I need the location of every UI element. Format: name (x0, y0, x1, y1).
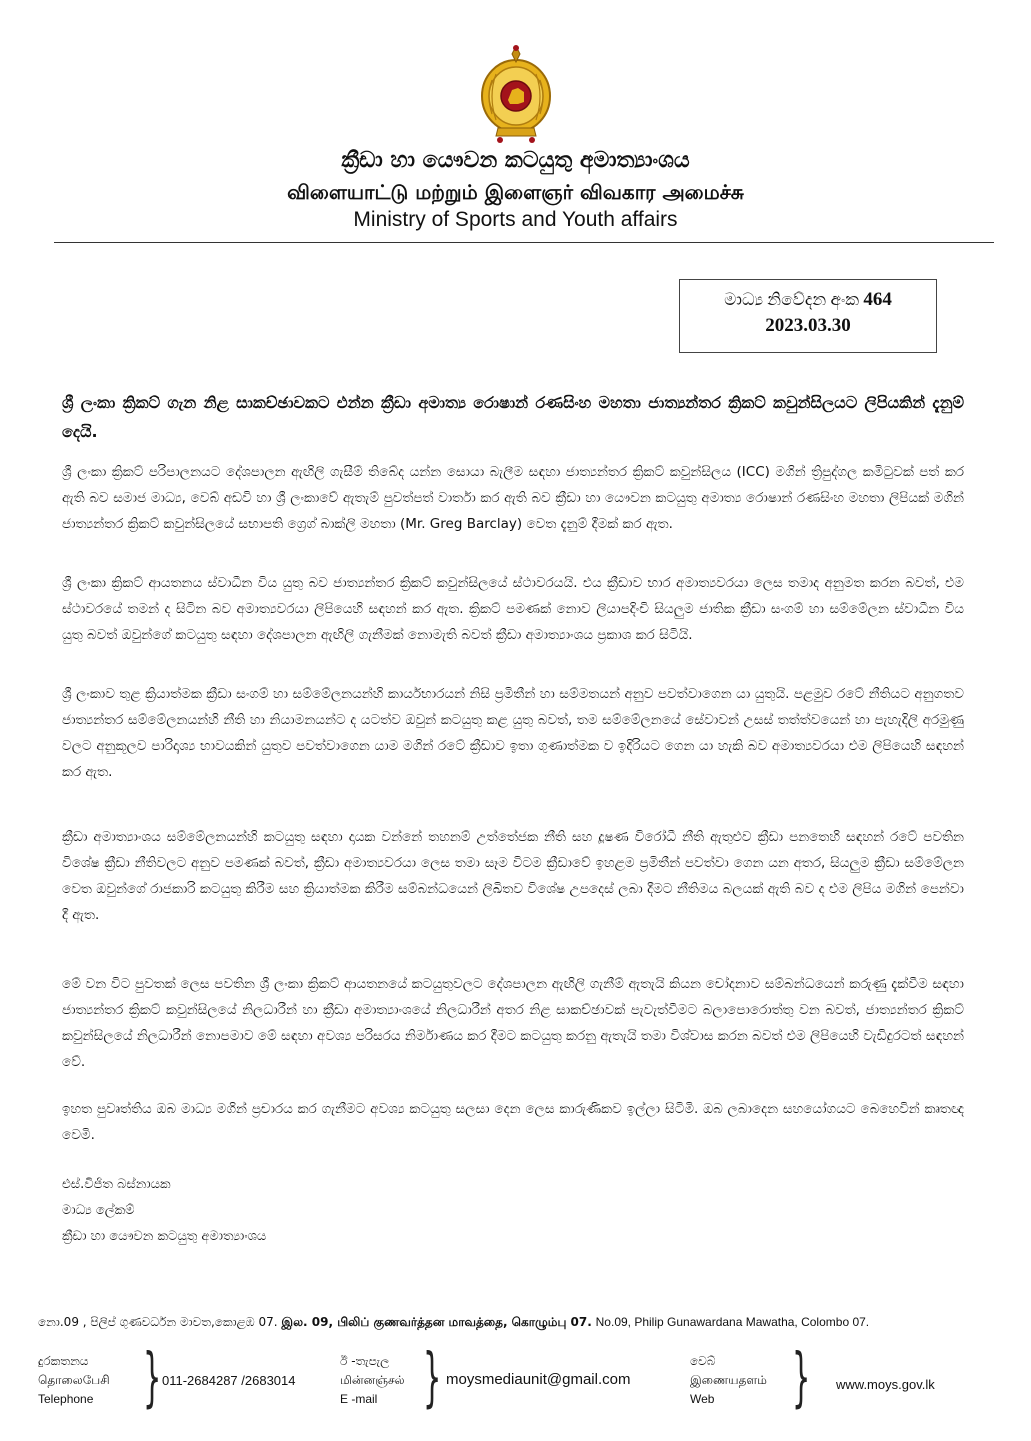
email-value[interactable]: moysmediaunit@gmail.com (446, 1371, 631, 1388)
brace-icon: } (423, 1341, 442, 1415)
phone-labels (38, 1352, 110, 1409)
header-divider (54, 242, 994, 243)
headline: ශ්‍රී ලංකා ක්‍රිකට් ගැන නිළ සාකච්ඡාවකට එන්න ක්‍රීඩා අමාත්‍ය රොෂාන් රණසිංහ මහතා ජාත්‍යන්තර ක්‍රිකට් කවුන්සිලයට ලිපියකින් දැනුම් දෙයි. (62, 393, 964, 441)
address-tamil: இல. 09, பிலிப் குணவர்த்தன மாவத்தை, கொழும்பு 07. (281, 1315, 592, 1329)
phone-value: 011-2684287 /2683014 (162, 1373, 296, 1388)
email-label-tamil: மின்னஞ்சல் (340, 1373, 405, 1387)
body-paragraph: ශ්‍රී ලංකාව තුළ ක්‍රියාත්මක ක්‍රීඩා සංගම් හා සම්මේලනයන්හි කාර්යභාරයන් නිසි ප්‍රමිතීන් හා සම්මතයන් අනුව පවත්වාගෙන යා යුතුයි. පළමුව රටේ නීතියට අනුගතව ජාත්‍යන්තර සම්මේලනයන්හි නීති හා නියාමනයන්ට ද යටත්ව ඔවුන් කටයුතු කළ යුතු බවත්, තම සම්මේලනයේ සේවාවන් උසස් තත්ත්වයෙන් හා පැහැදිලි අරමුණු වලට අනුකූලව පාරිදෘශ්‍ය භාවයකින් යුතුව පවත්වාගෙන යාම මගින් රටේ ක්‍රීඩාව ඉතා ගුණාත්මක ව ඉදිරියට ගෙන යා හැකි බව අමාත්‍යවරයා එම ලිපියෙහි සඳහන් කර ඇත. (62, 686, 964, 780)
body-paragraph: ක්‍රීඩා අමාත්‍යාංශය සම්මේලනයන්හි කටයුතු සඳහා දායක වන්නේ තහනම් උත්තේජක නීති සහ දූෂණ විරෝධී නීති ඇතුළුව ක්‍රීඩා පනතෙහි සඳහන් රටේ පවතින විශේෂ ක්‍රීඩා නීතිවලට අනුව පමණක් බවත්, ක්‍රීඩා අමාත්‍යවරයා ලෙස තමා සෑම විටම ක්‍රීඩාවේ ඉහළම ප්‍රමිතීන් පවත්වා ගෙන යන අතර, සියලුම ක්‍රීඩා සම්මේලන වෙත ඔවුන්ගේ රාජකාරි කටයුතු කිරීම සහ ක්‍රියාත්මක කිරීම සම්බන්ධයෙන් ලිඛිතව විශේෂ උපදෙස් ලබා දීමට නීතිමය බලයක් ඇති බව ද එම ලිපිය මගින් පෙන්වා දී ඇත. (62, 829, 964, 923)
ministry-name-tamil: விளையாட்டு மற்றும் இளைஞர் விவகார அமைச்சு (287, 180, 744, 204)
brace-icon: } (143, 1341, 162, 1415)
email-labels (340, 1352, 405, 1409)
sri-lanka-emblem-icon (470, 40, 562, 144)
release-date: 2023.03.30 (765, 315, 851, 336)
web-label-sinhala: වෙබ් (690, 1354, 716, 1368)
phone-label-sinhala: දුරකතනය (38, 1354, 89, 1368)
brace-icon: } (792, 1341, 811, 1415)
signatory-org: ක්‍රීඩා හා යෞවන කටයුතු අමාත්‍යාංශය (62, 1229, 267, 1244)
ministry-name-sinhala: ක්‍රීඩා හා යෞවන කටයුතු අමාත්‍යාංශය (341, 148, 690, 173)
release-number: 464 (863, 289, 892, 310)
web-label-tamil: இணையதளம் (690, 1373, 767, 1387)
body-paragraph: මේ වන විට පුවතක් ලෙස පවතින ශ්‍රී ලංකා ක්‍රිකට් ආයතනයේ කටයුතුවලට දේශපාලන ඇඟිලි ගැනීම් ඇතැයි කියන චෝදනාව සම්බන්ධයෙන් කරුණු දැක්වීම සඳහා ජාත්‍යන්තර ක්‍රිකට් කවුන්සිලයේ නිලධාරීන් හා ක්‍රීඩා අමාත්‍යාංශයේ නිලධාරීන් අතර නිළ සාකච්ඡාවක් පැවැත්වීමට බලාපොරොත්තු වන බවත්, ජාත්‍යන්තර ක්‍රිකට් කවුන්සිලයේ නිලධාරීන් නොපමාව මේ සඳහා අවශ්‍ය පරිසරය නිර්මාණය කර දීමට කටයුතු කරනු ඇතැයි තමා විශ්වාස කරන බවත් එම ලිපියෙහි වැඩිදුරටත් සඳහන් වේ. (62, 976, 964, 1070)
body-paragraph: ඉහත පුවෘත්තිය ඔබ මාධ්‍ය මගින් ප්‍රචාරය කර ගැනීමට අවශ්‍ය කටයුතු සලසා දෙන ලෙස කාරුණිකව ඉල්ලා සිටිමි. ඔබ ලබාදෙන සහයෝගයට බෙහෙවින් කෘතඥ වෙමි. (62, 1101, 964, 1143)
web-label-english: Web (690, 1392, 715, 1406)
body-paragraph: ශ්‍රී ලංකා ක්‍රිකට් ආයතනය ස්වාධීන විය යුතු බව ජාත්‍යන්තර ක්‍රිකට් කවුන්සිලයේ ස්ථාවරයයි. එය ක්‍රීඩාව භාර අමාත්‍යවරයා ලෙස තමාද අනුමත කරන බවත්, එම ස්ථාවරයේ තමන් ද සිටින බව අමාත්‍යවරයා ලිපියෙහි සඳහන් කර ඇත. ක්‍රිකට් පමණක් නොව ලියාපදිංචි සියලුම ජාතික ක්‍රීඩා සංගම් හා සම්මේලන ස්වාධීන විය යුතු බවත් ඔවුන්ගේ කටයුතු සඳහා දේශපාලන ඇඟිලි ගැනීමක් නොමැති බවත් ක්‍රීඩා අමාත්‍යාංශය ප්‍රකාශ කර සිටියි. (62, 575, 964, 643)
signatory-name: එස්.විජිත බස්නායක (62, 1177, 171, 1192)
footer-address (38, 1315, 998, 1331)
address-english: No.09, Philip Gunawardana Mawatha, Colombo 07. (595, 1315, 870, 1329)
signatory-role: මාධ්‍ය ලේකම් (62, 1203, 135, 1218)
ministry-name-english: Ministry of Sports and Youth affairs (353, 208, 678, 231)
email-label-sinhala: ඊ -තැපැල (340, 1354, 390, 1368)
web-value[interactable]: www.moys.gov.lk (836, 1377, 935, 1392)
signature-block (62, 1172, 266, 1250)
release-number-line (680, 289, 936, 311)
release-label: මාධ්‍ය නිවේදන අංක (724, 290, 860, 309)
phone-label-english: Telephone (38, 1392, 94, 1406)
body-paragraph: ශ්‍රී ලංකා ක්‍රිකට් පරිපාලනයට දේශපාලන ඇඟිලි ගැසීම් තිබේද යන්න සොයා බැලීම සඳහා ජාත්‍යන්තර ක්‍රිකට් කවුන්සිලය (ICC) මගින් ත්‍රිපුද්ගල කමිටුවක් පත් කර ඇති බව සමාජ මාධ්‍ය, වෙබ් අඩවි හා ශ්‍රී ලංකාවේ ඇතැම් පුවත්පත් වාර්තා කර ඇති බව ක්‍රීඩා හා යෞවන කටයුතු අමාත්‍ය රොෂාන් රණසිංහ මහතා ලිපියක් මගින් ජාත්‍යන්තර ක්‍රිකට් කවුන්සිලයේ සභාපති ග්‍රෙග් බාක්ලි මහතා (Mr. Greg Barclay) වෙත දැනුම් දීමක් කර ඇත. (62, 464, 964, 532)
address-sinhala: නො.09 , පිලිප් ගුණවර්ධන මාවත,කොළඹ 07. (38, 1315, 278, 1329)
web-labels (690, 1352, 767, 1409)
email-label-english: E -mail (340, 1392, 378, 1406)
release-info-box (679, 279, 937, 353)
phone-label-tamil: தொலைபேசி (38, 1373, 110, 1387)
